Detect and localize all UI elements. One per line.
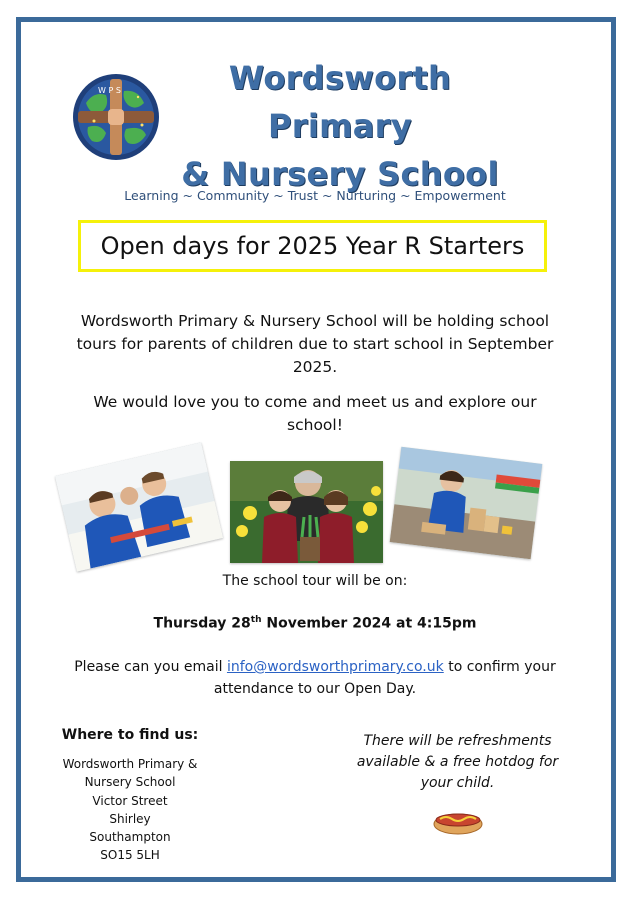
tour-date-rest: November 2024 at 4:15pm bbox=[261, 615, 477, 632]
banner-title: Open days for 2025 Year R Starters bbox=[100, 232, 525, 260]
contact-after: to confirm your attendance to our Open Day. bbox=[213, 659, 556, 697]
school-name-line1: Wordsworth Primary bbox=[228, 59, 452, 145]
where-to-find-us-title: Where to find us: bbox=[61, 727, 199, 743]
school-logo bbox=[72, 73, 160, 161]
tour-intro: The school tour will be on: bbox=[222, 573, 408, 589]
address-line: Victor Street bbox=[92, 793, 168, 808]
contact-line bbox=[70, 656, 560, 700]
email-link[interactable]: info@wordsworthprimary.co.uk bbox=[226, 659, 444, 675]
tour-date bbox=[0, 615, 630, 632]
address-line: Shirley bbox=[109, 811, 151, 826]
address-line: Southampton bbox=[89, 830, 171, 845]
refreshments-note: There will be refreshments available & a free hotdog for your child. bbox=[356, 733, 559, 791]
children-planting-photo bbox=[230, 461, 383, 563]
logo-text: W P S bbox=[98, 86, 121, 95]
address-line: Wordsworth Primary & bbox=[62, 757, 198, 771]
contact-before: Please can you email bbox=[74, 659, 227, 675]
address-line: SO15 5LH bbox=[100, 848, 160, 863]
school-motto: Learning ~ Community ~ Trust ~ Nurturing ~ Empowerment bbox=[124, 188, 506, 203]
hotdog-icon bbox=[432, 805, 484, 837]
school-address bbox=[50, 755, 210, 865]
intro-paragraph-2: We would love you to come and meet us and explore our school! bbox=[93, 393, 537, 434]
intro-paragraph-1: Wordsworth Primary & Nursery School will be holding school tours for parents of children due to start school in September 2025. bbox=[76, 312, 554, 376]
school-name-line2: & Nursery School bbox=[181, 155, 499, 193]
tour-date-day: Thursday 28 bbox=[153, 615, 251, 632]
tour-date-suffix: th bbox=[250, 615, 262, 625]
child-building-blocks-photo bbox=[390, 447, 543, 560]
address-line: Nursery School bbox=[84, 775, 176, 790]
school-name-title bbox=[160, 54, 520, 198]
open-days-banner bbox=[78, 220, 547, 272]
